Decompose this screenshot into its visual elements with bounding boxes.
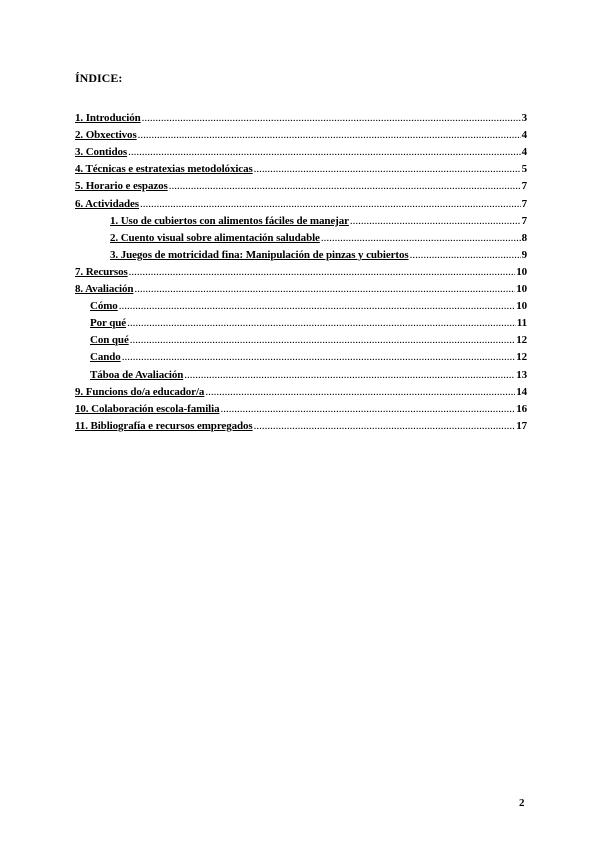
toc-entry-label[interactable]: Cando	[90, 351, 121, 364]
toc-entry-page: 7	[521, 197, 527, 210]
toc-entry-label[interactable]: 10. Colaboración escola-familia	[75, 402, 220, 415]
toc-entry-label[interactable]: 1. Uso de cubiertos con alimentos fáciles de manejar	[110, 214, 349, 227]
toc-entry-page: 7	[521, 214, 527, 227]
toc-entry-label[interactable]: 9. Funcions do/a educador/a	[75, 385, 205, 398]
toc-dot-leader	[254, 163, 521, 175]
toc-dot-leader	[134, 283, 515, 295]
toc-entry-label[interactable]: 5. Horario e espazos	[75, 180, 168, 193]
toc-entry-page: 10	[516, 300, 527, 313]
toc-dot-leader	[142, 112, 521, 124]
index-heading: ÍNDICE:	[75, 71, 123, 85]
toc-entry-label[interactable]: 2. Cuento visual sobre alimentación saludable	[110, 231, 320, 244]
toc-entry[interactable]	[75, 381, 527, 398]
toc-entry[interactable]	[75, 141, 527, 158]
toc-entry-label[interactable]: Cómo	[90, 300, 118, 313]
toc-entry-page: 9	[521, 248, 527, 261]
table-of-contents	[75, 107, 527, 432]
toc-entry-label[interactable]: 8. Avaliación	[75, 283, 134, 296]
toc-dot-leader	[138, 129, 521, 141]
toc-entry[interactable]	[75, 363, 527, 380]
toc-dot-leader	[321, 232, 521, 244]
toc-entry[interactable]	[75, 278, 527, 295]
page-number: 2	[519, 797, 525, 809]
toc-entry[interactable]	[75, 227, 527, 244]
toc-entry-page: 7	[521, 180, 527, 193]
toc-dot-leader	[410, 249, 521, 261]
toc-entry-label[interactable]: 7. Recursos	[75, 265, 128, 278]
toc-entry-page: 4	[521, 146, 527, 159]
toc-dot-leader	[220, 403, 515, 415]
toc-entry-page: 4	[521, 129, 527, 142]
toc-entry-label[interactable]: 3. Contidos	[75, 146, 128, 159]
toc-dot-leader	[350, 215, 521, 227]
toc-entry-page: 10	[516, 283, 527, 296]
toc-dot-leader	[140, 198, 521, 210]
toc-dot-leader	[205, 386, 515, 398]
toc-dot-leader	[169, 180, 521, 192]
toc-dot-leader	[254, 420, 516, 432]
toc-dot-leader	[127, 317, 516, 329]
toc-entry[interactable]	[75, 192, 527, 209]
toc-entry-page: 8	[521, 231, 527, 244]
toc-dot-leader	[129, 266, 516, 278]
toc-entry[interactable]	[75, 175, 527, 192]
toc-entry-page: 16	[516, 402, 527, 415]
toc-entry-label[interactable]: Por qué	[90, 317, 127, 330]
toc-entry-label[interactable]: 1. Introdución	[75, 112, 141, 125]
toc-dot-leader	[130, 334, 515, 346]
toc-entry[interactable]	[75, 124, 527, 141]
toc-entry[interactable]	[75, 210, 527, 227]
toc-dot-leader	[128, 146, 521, 158]
toc-entry-page: 10	[516, 265, 527, 278]
toc-entry[interactable]	[75, 244, 527, 261]
toc-entry-label[interactable]: Con qué	[90, 334, 129, 347]
toc-entry[interactable]	[75, 415, 527, 432]
toc-dot-leader	[119, 300, 515, 312]
toc-entry-page: 13	[516, 368, 527, 381]
toc-entry-label[interactable]: 6. Actividades	[75, 197, 139, 210]
toc-entry-label[interactable]: Táboa de Avaliación	[90, 368, 184, 381]
toc-entry-page: 17	[516, 419, 527, 432]
toc-entry[interactable]	[75, 329, 527, 346]
toc-entry[interactable]	[75, 346, 527, 363]
toc-entry[interactable]	[75, 107, 527, 124]
toc-entry-page: 3	[521, 112, 527, 125]
toc-entry-label[interactable]: 11. Bibliografía e recursos empregados	[75, 419, 253, 432]
toc-entry-page: 14	[516, 385, 527, 398]
toc-entry[interactable]	[75, 158, 527, 175]
toc-entry-page: 5	[521, 163, 527, 176]
toc-dot-leader	[122, 351, 516, 363]
toc-entry[interactable]	[75, 261, 527, 278]
toc-entry-label[interactable]: 4. Técnicas e estratexias metodolóxicas	[75, 163, 253, 176]
toc-entry-label[interactable]: 3. Juegos de motricidad fina: Manipulación de pinzas y cubiertos	[110, 248, 409, 261]
toc-entry-label[interactable]: 2. Obxectivos	[75, 129, 137, 142]
toc-entry-page: 12	[516, 334, 527, 347]
toc-entry[interactable]	[75, 312, 527, 329]
toc-entry-page: 12	[516, 351, 527, 364]
toc-entry[interactable]	[75, 295, 527, 312]
toc-entry-page: 11	[516, 317, 527, 330]
toc-dot-leader	[184, 369, 515, 381]
toc-entry[interactable]	[75, 398, 527, 415]
